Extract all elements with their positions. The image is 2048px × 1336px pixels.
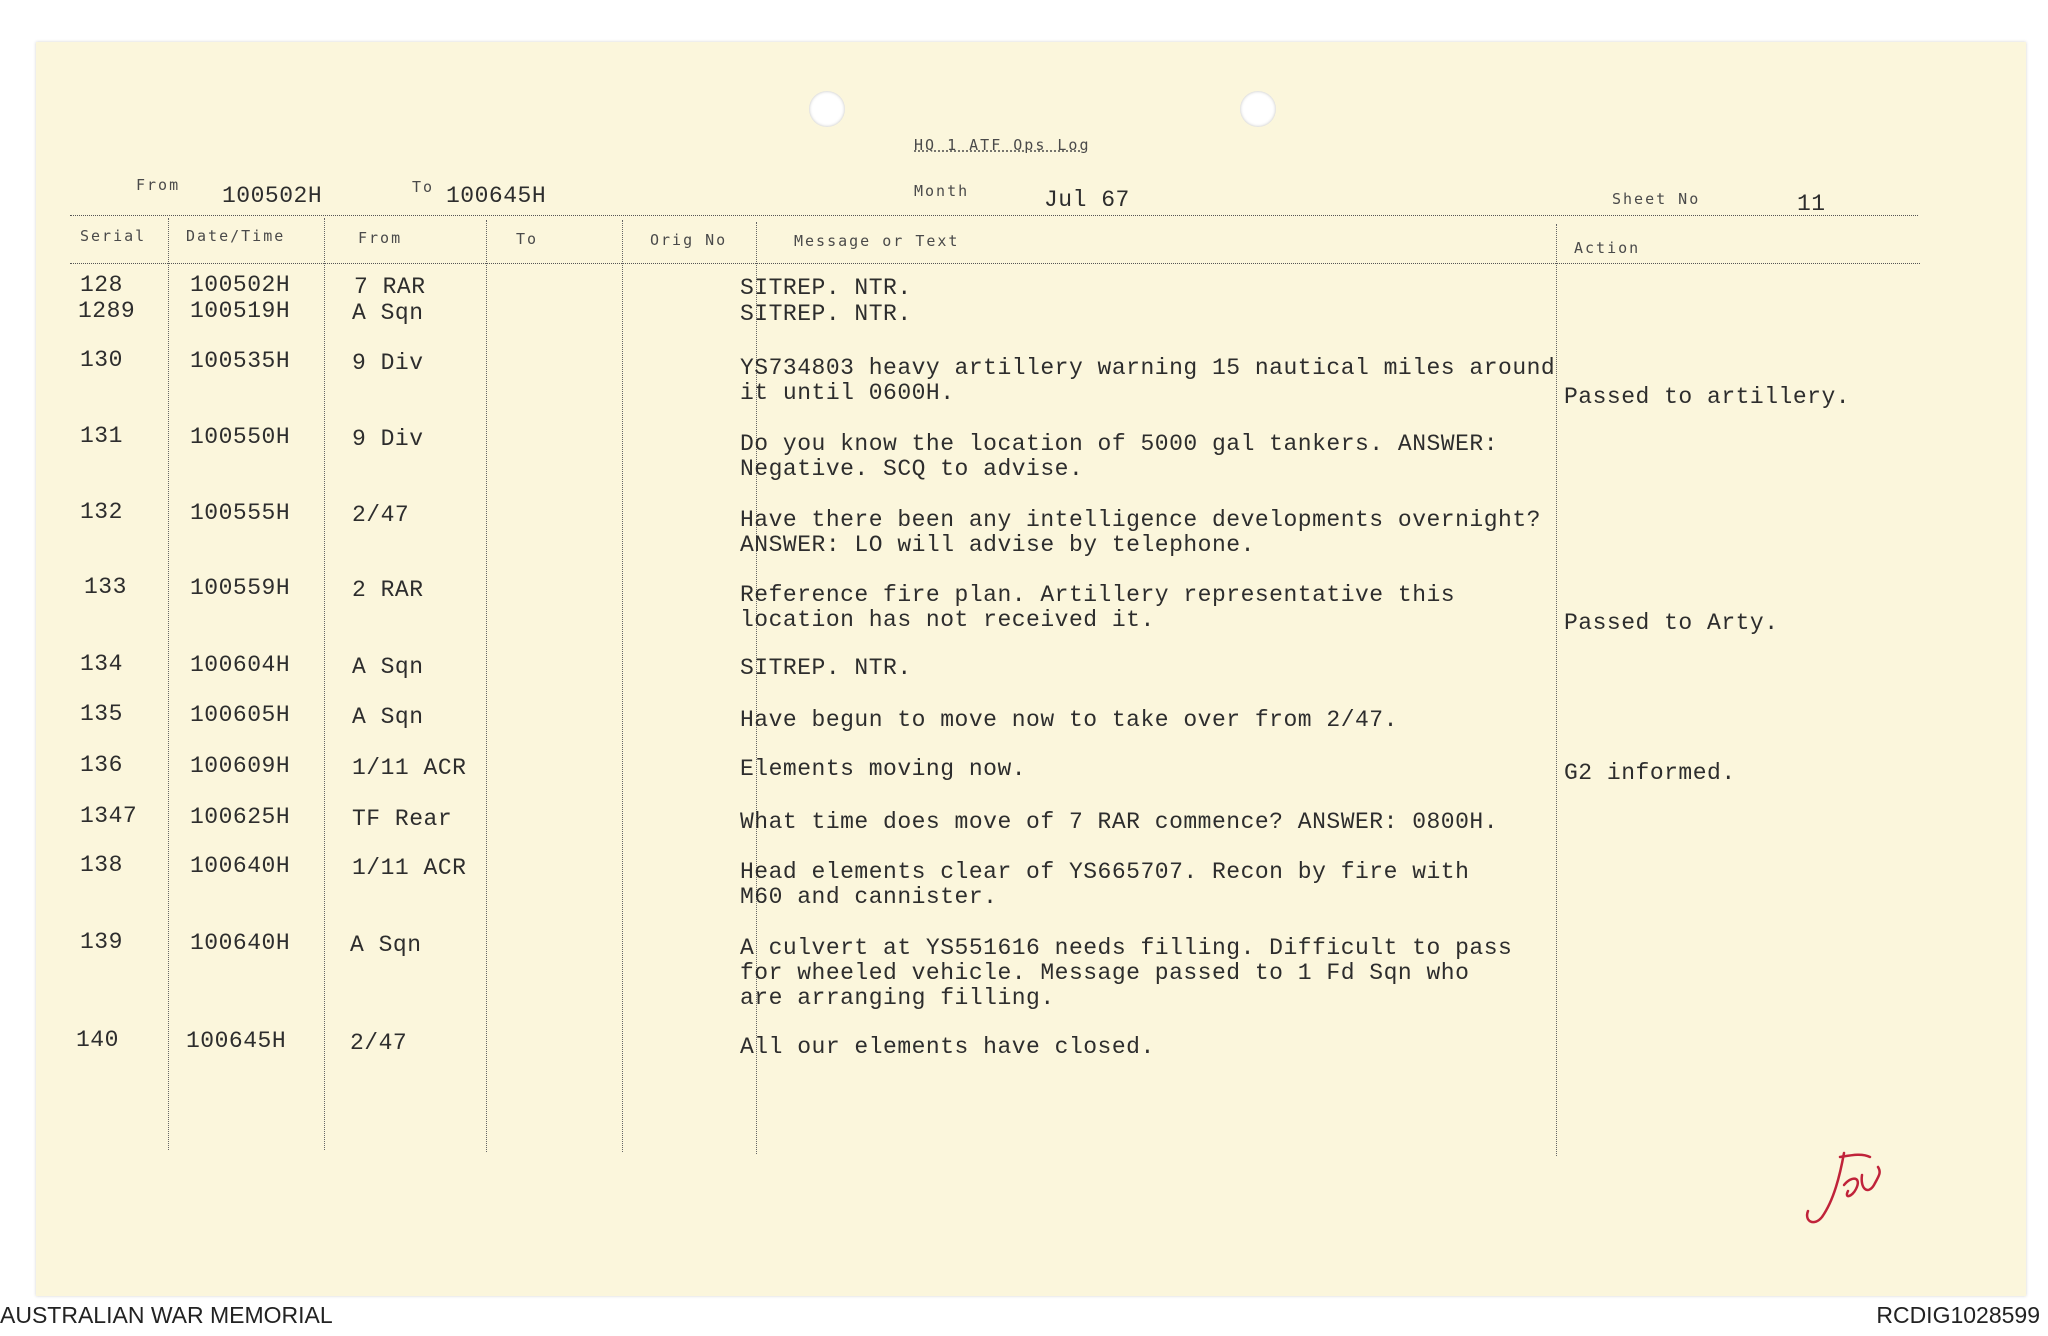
row-from: A Sqn — [352, 654, 424, 680]
sheet-value: 11 — [1797, 191, 1826, 217]
row-message: All our elements have closed. — [740, 1034, 1155, 1060]
row-message: SITREP. NTR. — [740, 275, 912, 301]
from-label: From — [136, 176, 181, 194]
row-message: Have there been any intelligence developments overnight? ANSWER: LO will advise by telephone. — [740, 507, 1541, 558]
row-action: Passed to Arty. — [1564, 610, 1779, 636]
handwritten-initials-signature — [1800, 1145, 1890, 1235]
header-rule-top — [70, 215, 1918, 216]
footer-institution: AUSTRALIAN WAR MEMORIAL — [0, 1302, 333, 1328]
row-from: 9 Div — [352, 350, 424, 376]
row-serial: 138 — [80, 852, 123, 878]
row-message: Elements moving now. — [740, 756, 1027, 782]
header-rule-bottom — [70, 263, 1920, 264]
row-datetime: 100640H — [190, 930, 291, 956]
column-header-serial: Serial — [80, 227, 147, 245]
footer-record-id: RCDIG1028599 — [1876, 1302, 2040, 1328]
row-from: 7 RAR — [354, 274, 426, 300]
row-action: G2 informed. — [1564, 760, 1736, 786]
row-serial: 1289 — [78, 298, 136, 324]
column-divider-2 — [324, 218, 325, 1150]
row-message: SITREP. NTR. — [740, 301, 912, 327]
row-from: A Sqn — [350, 932, 422, 958]
sheet-label: Sheet No — [1612, 190, 1701, 208]
month-value: Jul 67 — [1044, 187, 1130, 213]
row-serial: 136 — [80, 752, 123, 778]
log-sheet — [36, 42, 2026, 1296]
to-label: To — [412, 178, 435, 196]
row-message: A culvert at YS551616 needs filling. Difficult to pass for wheeled vehicle. Message passed to 1 Fd Sqn who are arranging filling. — [740, 935, 1513, 1011]
row-action: Passed to artillery. — [1564, 384, 1851, 410]
row-serial: 135 — [80, 701, 123, 727]
row-serial: 128 — [80, 272, 123, 298]
row-serial: 132 — [80, 499, 123, 525]
row-message: Have begun to move now to take over from 2/47. — [740, 707, 1398, 733]
column-header-message: Message or Text — [794, 232, 960, 250]
row-datetime: 100550H — [190, 424, 291, 450]
row-datetime: 100559H — [190, 575, 291, 601]
row-message: Head elements clear of YS665707. Recon by fire with M60 and cannister. — [740, 859, 1470, 910]
row-datetime: 100625H — [190, 804, 291, 830]
row-datetime: 100640H — [190, 853, 291, 879]
row-datetime: 100645H — [186, 1028, 287, 1054]
row-datetime: 100605H — [190, 702, 291, 728]
punch-hole-right — [1240, 91, 1276, 127]
to-value: 100645H — [446, 183, 547, 209]
row-datetime: 100502H — [190, 272, 291, 298]
row-serial: 133 — [84, 574, 127, 600]
row-message: YS734803 heavy artillery warning 15 nautical miles around it until 0600H. — [740, 355, 1556, 406]
row-datetime: 100535H — [190, 348, 291, 374]
row-message: Reference fire plan. Artillery representative this location has not received it. — [740, 582, 1456, 633]
column-header-to: To — [516, 230, 539, 248]
log-title: HQ 1 ATF Ops Log — [914, 136, 1091, 154]
row-serial: 139 — [80, 929, 123, 955]
row-serial: 140 — [76, 1027, 119, 1053]
row-message: What time does move of 7 RAR commence? ANSWER: 0800H. — [740, 809, 1499, 835]
row-serial: 134 — [80, 651, 123, 677]
column-header-orig-no: Orig No — [650, 231, 728, 249]
row-serial: 131 — [80, 423, 123, 449]
row-from: 9 Div — [352, 426, 424, 452]
row-from: A Sqn — [352, 704, 424, 730]
column-divider-4 — [622, 220, 623, 1152]
column-header-action: Action — [1574, 239, 1641, 257]
row-datetime: 100555H — [190, 500, 291, 526]
column-divider-1 — [168, 218, 169, 1150]
row-message: Do you know the location of 5000 gal tankers. ANSWER: Negative. SCQ to advise. — [740, 431, 1499, 482]
row-datetime: 100609H — [190, 753, 291, 779]
row-serial: 130 — [80, 347, 123, 373]
row-datetime: 100519H — [190, 298, 291, 324]
column-header-datetime: Date/Time — [186, 227, 286, 245]
row-serial: 1347 — [80, 803, 138, 829]
row-from: 2/47 — [352, 502, 410, 528]
row-from: A Sqn — [352, 300, 424, 326]
row-from: 2/47 — [350, 1030, 408, 1056]
column-divider-3 — [486, 220, 487, 1152]
from-value: 100502H — [222, 183, 323, 209]
month-label: Month — [914, 182, 970, 200]
row-from: 1/11 ACR — [352, 855, 467, 881]
row-from: 1/11 ACR — [352, 755, 467, 781]
row-from: 2 RAR — [352, 577, 424, 603]
row-datetime: 100604H — [190, 652, 291, 678]
column-header-from: From — [358, 229, 403, 247]
punch-hole-left — [809, 91, 845, 127]
column-divider-6 — [1556, 224, 1557, 1156]
row-message: SITREP. NTR. — [740, 655, 912, 681]
row-from: TF Rear — [352, 806, 453, 832]
